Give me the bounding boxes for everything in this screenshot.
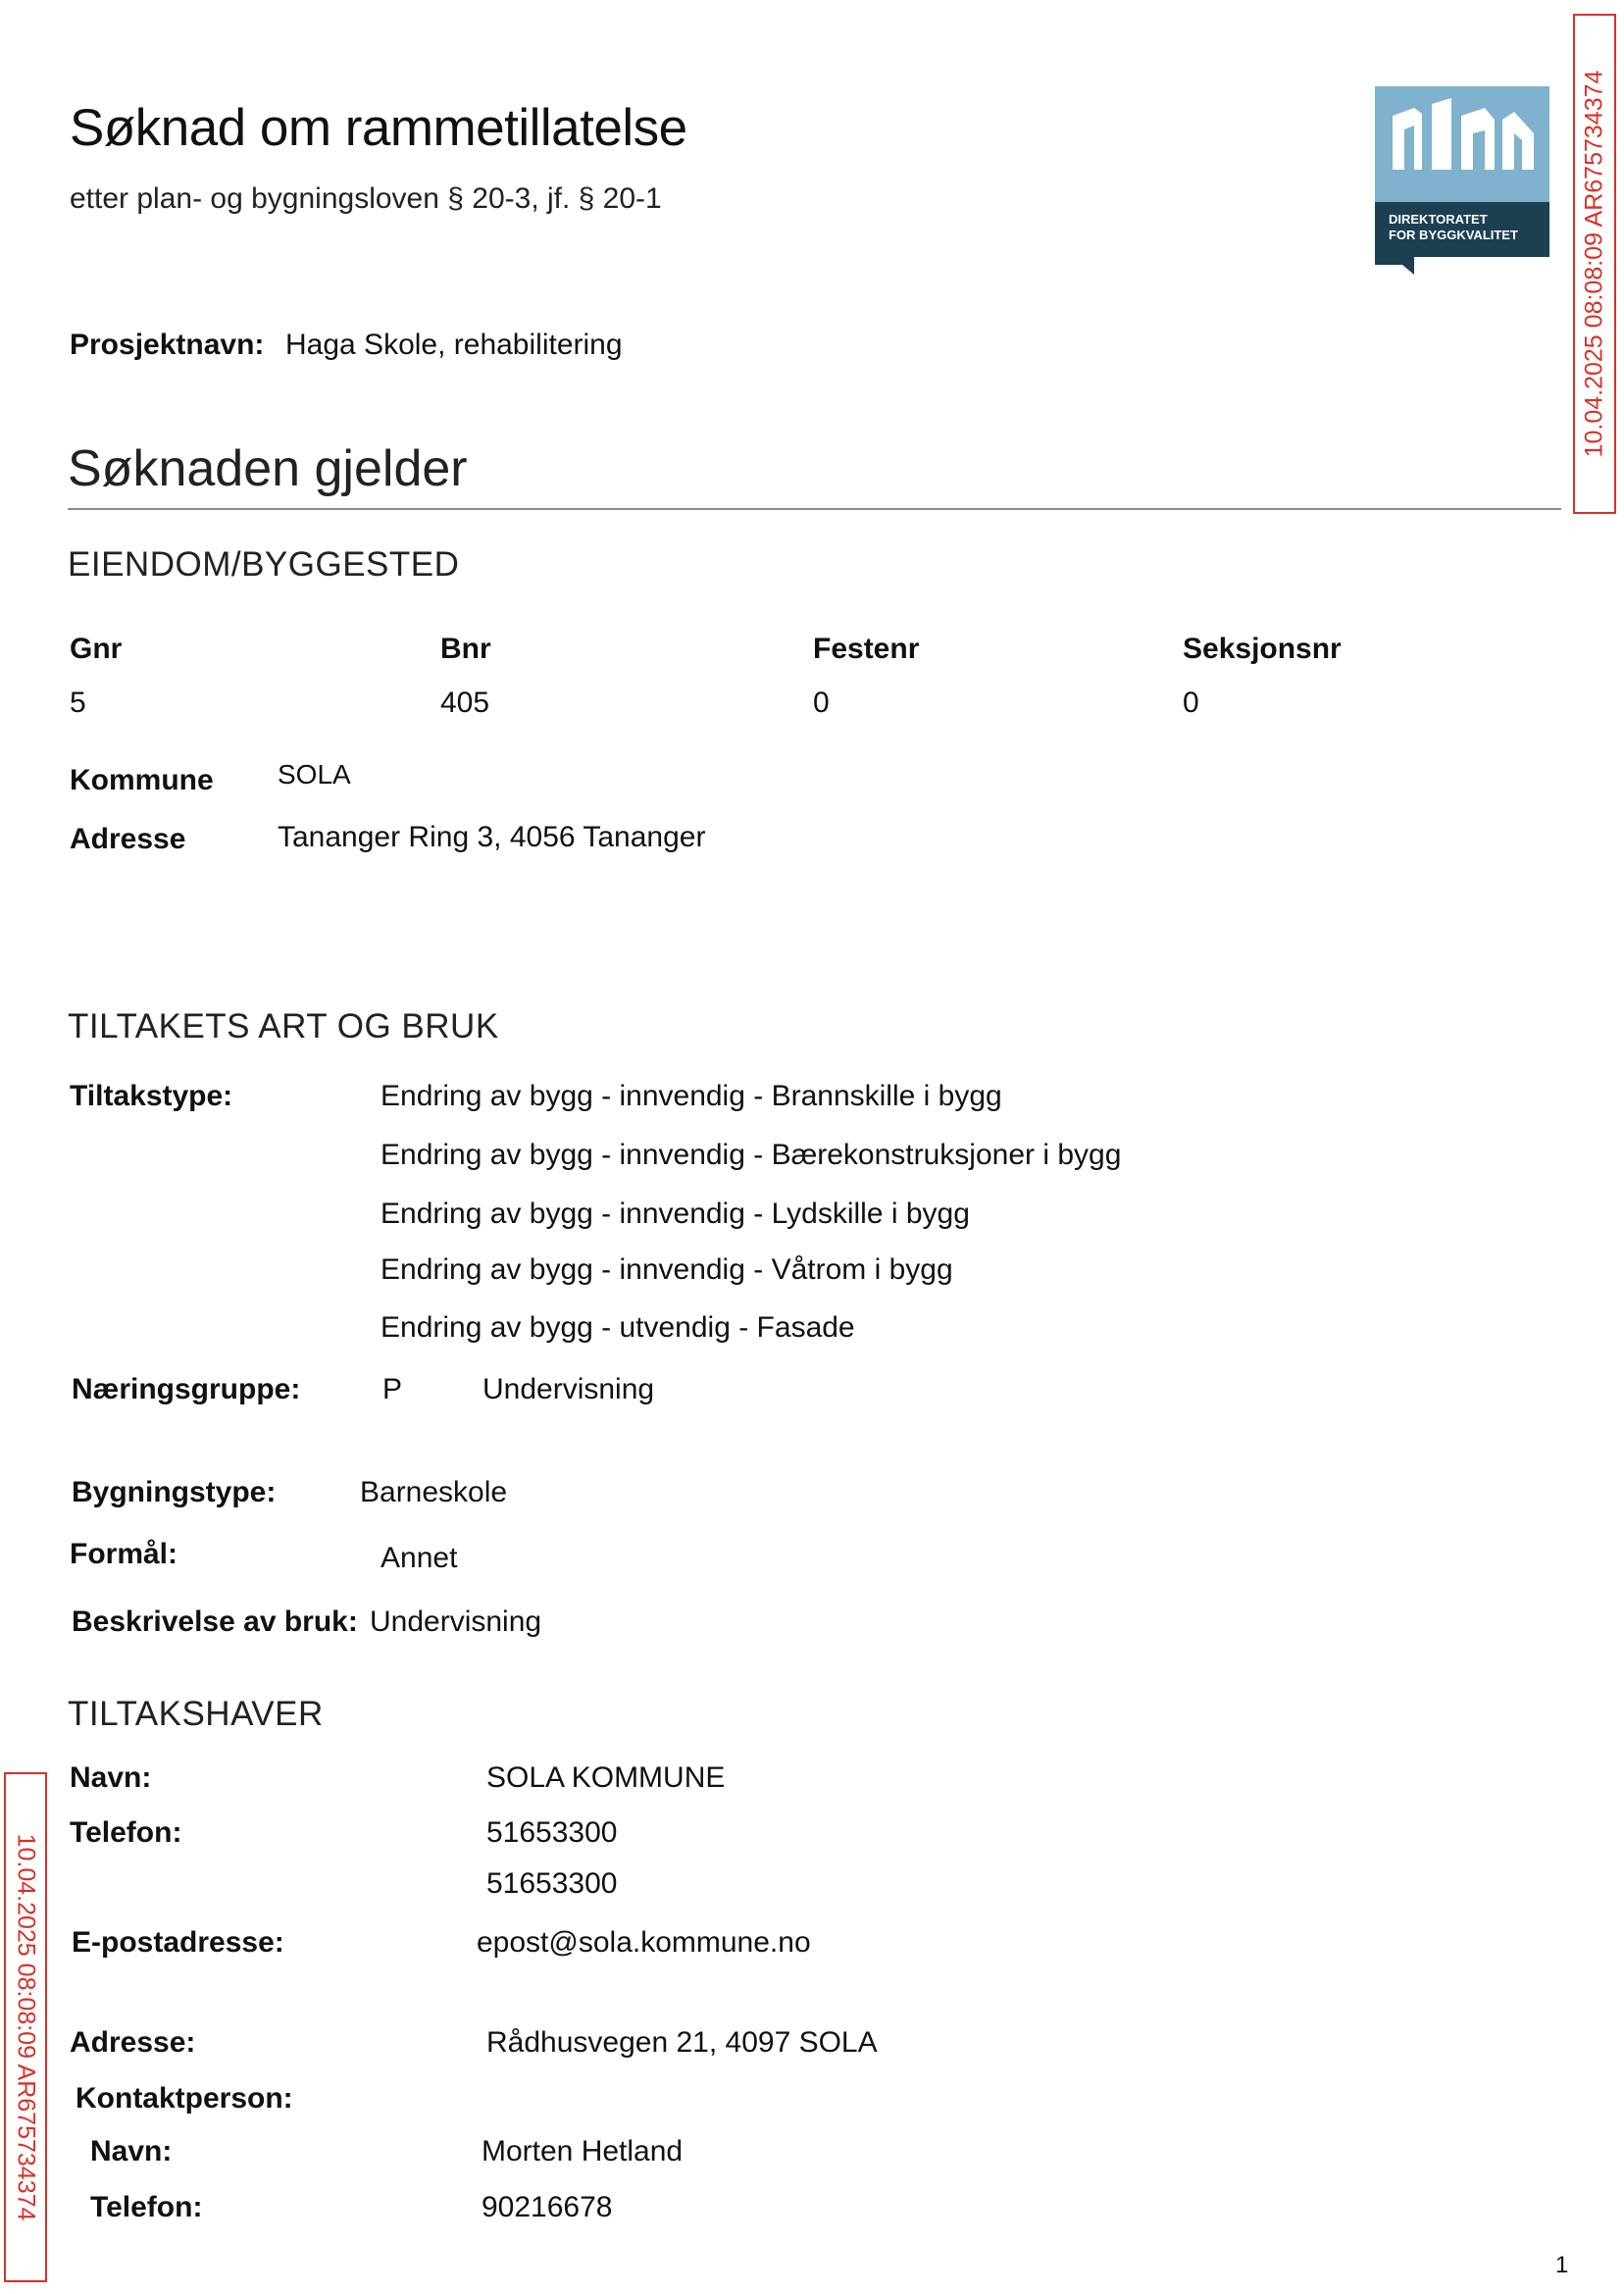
seksjonsnr-label: Seksjonsnr bbox=[1183, 633, 1342, 665]
section-heading: Søknaden gjelder bbox=[68, 440, 468, 497]
owner-email-label: E-postadresse: bbox=[72, 1926, 284, 1959]
logo-text-line1: DIREKTORATET bbox=[1389, 212, 1488, 227]
dibk-logo-graphic bbox=[1375, 86, 1549, 275]
bnr-value: 405 bbox=[440, 687, 490, 719]
contact-phone-value: 90216678 bbox=[482, 2191, 613, 2223]
gnr-value: 5 bbox=[70, 687, 86, 719]
tiltakstype-item: Endring av bygg - innvendig - Lydskille i bygg bbox=[381, 1198, 970, 1230]
page-number: 1 bbox=[1555, 2252, 1569, 2278]
naeringsgruppe-label: Næringsgruppe: bbox=[72, 1373, 301, 1405]
owner-heading: TILTAKSHAVER bbox=[68, 1695, 324, 1733]
beskrivelse-label: Beskrivelse av bruk: bbox=[72, 1606, 358, 1638]
document-subtitle: etter plan- og bygningsloven § 20-3, jf. § 20-1 bbox=[70, 182, 662, 215]
naeringsgruppe-value: Undervisning bbox=[482, 1373, 655, 1405]
bygningstype-label: Bygningstype: bbox=[72, 1476, 277, 1508]
section-divider bbox=[68, 508, 1561, 510]
owner-email-value: epost@sola.kommune.no bbox=[477, 1926, 811, 1959]
seksjonsnr-value: 0 bbox=[1183, 687, 1199, 719]
contact-name-value: Morten Hetland bbox=[482, 2135, 684, 2167]
owner-phone-value: 51653300 bbox=[486, 1816, 618, 1849]
formal-value: Annet bbox=[381, 1542, 458, 1574]
tiltakstype-item: Endring av bygg - innvendig - Brannskille i bygg bbox=[381, 1080, 1002, 1112]
beskrivelse-value: Undervisning bbox=[370, 1606, 542, 1638]
receipt-stamp-text: 10.04.2025 08:08:09 AR675734374 bbox=[12, 1833, 40, 2221]
measure-heading: TILTAKETS ART OG BRUK bbox=[68, 1007, 499, 1045]
gnr-label: Gnr bbox=[70, 633, 123, 665]
kommune-label: Kommune bbox=[70, 764, 214, 796]
owner-name-value: SOLA KOMMUNE bbox=[486, 1761, 726, 1794]
project-name-label: Prosjektnavn: bbox=[70, 329, 265, 361]
dibk-logo bbox=[1375, 86, 1549, 275]
contact-person-label: Kontaktperson: bbox=[76, 2082, 293, 2115]
contact-name-label: Navn: bbox=[90, 2135, 173, 2167]
contact-phone-label: Telefon: bbox=[90, 2191, 203, 2223]
tiltakstype-item: Endring av bygg - utvendig - Fasade bbox=[381, 1311, 855, 1344]
kommune-value: SOLA bbox=[278, 759, 351, 790]
tiltakstype-label: Tiltakstype: bbox=[70, 1080, 233, 1112]
bnr-label: Bnr bbox=[440, 633, 491, 665]
owner-phone-label: Telefon: bbox=[70, 1816, 182, 1849]
project-name-value: Haga Skole, rehabilitering bbox=[285, 329, 623, 361]
receipt-stamp-left bbox=[4, 1772, 47, 2282]
owner-address-label: Adresse: bbox=[70, 2026, 196, 2059]
receipt-stamp-text: 10.04.2025 08:08:09 AR675734374 bbox=[1580, 70, 1608, 458]
formal-label: Formål: bbox=[70, 1538, 178, 1570]
owner-address-value: Rådhusvegen 21, 4097 SOLA bbox=[486, 2026, 878, 2059]
adresse-value: Tananger Ring 3, 4056 Tananger bbox=[278, 821, 706, 853]
bygningstype-value: Barneskole bbox=[360, 1476, 508, 1508]
festenr-label: Festenr bbox=[813, 633, 920, 665]
naeringsgruppe-code: P bbox=[382, 1373, 403, 1405]
adresse-label: Adresse bbox=[70, 823, 186, 855]
tiltakstype-item: Endring av bygg - innvendig - Våtrom i bygg bbox=[381, 1253, 953, 1286]
festenr-value: 0 bbox=[813, 687, 830, 719]
document-title: Søknad om rammetillatelse bbox=[70, 99, 687, 157]
owner-name-label: Navn: bbox=[70, 1761, 152, 1794]
receipt-stamp-right bbox=[1573, 14, 1616, 514]
logo-text-line2: FOR BYGGKVALITET bbox=[1389, 228, 1518, 242]
property-heading: EIENDOM/BYGGESTED bbox=[68, 545, 460, 584]
owner-phone-value-2: 51653300 bbox=[486, 1867, 618, 1900]
tiltakstype-item: Endring av bygg - innvendig - Bærekonstruksjoner i bygg bbox=[381, 1139, 1122, 1171]
